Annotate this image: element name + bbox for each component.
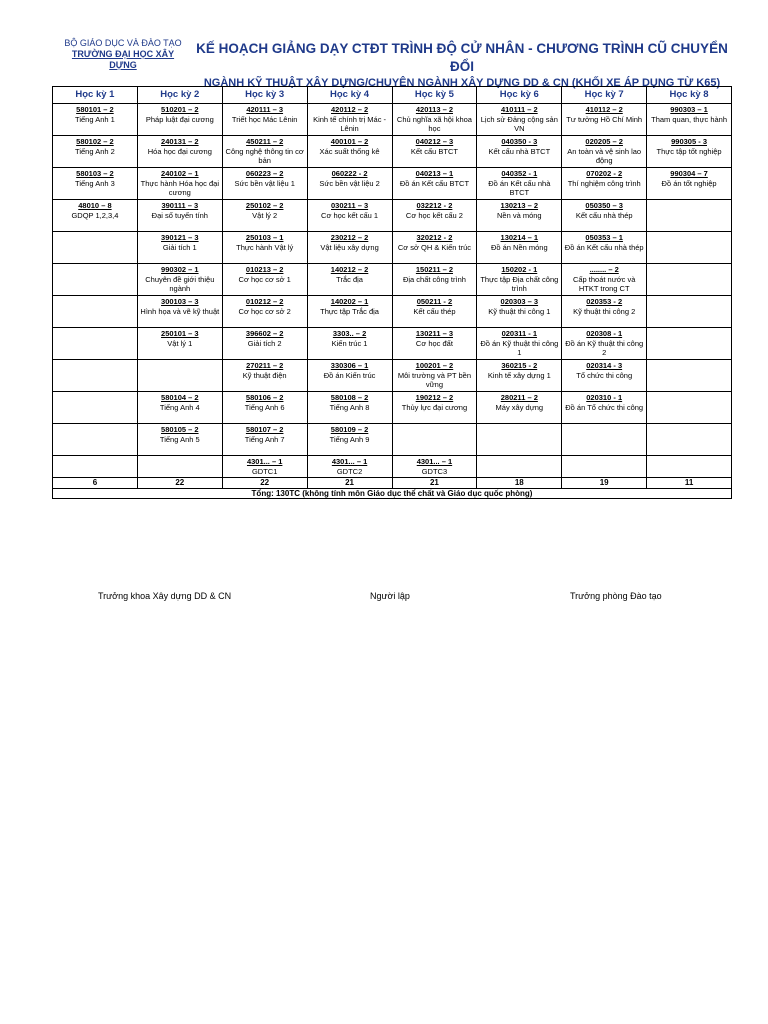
course-code: 280211 – 2 bbox=[500, 393, 538, 402]
course-name: Đại số tuyến tính bbox=[151, 210, 208, 220]
course-name: Cơ học kết cấu 1 bbox=[321, 210, 379, 220]
course-name: Thực tập tốt nghiệp bbox=[656, 146, 722, 156]
course-code: 130211 – 3 bbox=[415, 329, 453, 338]
course-code: 420113 – 2 bbox=[415, 105, 453, 114]
course-code: 320212 - 2 bbox=[416, 233, 453, 242]
semester-header: Học kỳ 7 bbox=[562, 87, 647, 104]
course-cell bbox=[307, 264, 392, 296]
course-code: 990304 – 7 bbox=[670, 169, 708, 178]
course-cell bbox=[562, 232, 647, 264]
course-cell bbox=[222, 104, 307, 136]
course-code: 030211 – 3 bbox=[331, 201, 369, 210]
course-cell bbox=[307, 136, 392, 168]
course-cell bbox=[392, 424, 477, 456]
course-code: 580103 – 2 bbox=[76, 169, 114, 178]
course-name: Đồ án Kết cấu BTCT bbox=[399, 178, 470, 188]
course-code: 48010 – 8 bbox=[78, 201, 112, 210]
course-code: 420112 – 2 bbox=[331, 105, 369, 114]
semester-header: Học kỳ 2 bbox=[137, 87, 222, 104]
course-cell bbox=[562, 424, 647, 456]
course-name: Vật lý 1 bbox=[167, 338, 193, 348]
course-cell bbox=[647, 424, 732, 456]
course-cell bbox=[562, 200, 647, 232]
preparer-signature-label: Người lập bbox=[370, 591, 410, 601]
course-cell bbox=[53, 136, 138, 168]
course-cell bbox=[137, 392, 222, 424]
course-cell bbox=[477, 168, 562, 200]
course-name: Sức bền vật liệu 1 bbox=[234, 178, 295, 188]
course-cell bbox=[222, 456, 307, 478]
course-code: 420111 – 3 bbox=[246, 105, 284, 114]
course-cell bbox=[647, 264, 732, 296]
table-row bbox=[53, 104, 732, 136]
course-name: Hóa học đại cương bbox=[147, 146, 212, 156]
course-cell bbox=[137, 456, 222, 478]
course-name: Tiếng Anh 4 bbox=[159, 402, 200, 412]
course-cell bbox=[53, 168, 138, 200]
course-name: Sức bền vật liệu 2 bbox=[319, 178, 380, 188]
course-code: 060222 - 2 bbox=[331, 169, 368, 178]
course-cell bbox=[307, 392, 392, 424]
course-name: Tiếng Anh 9 bbox=[329, 434, 370, 444]
course-code: 410111 – 2 bbox=[500, 105, 538, 114]
course-name: Thực tập Trắc địa bbox=[320, 306, 379, 316]
course-cell bbox=[307, 232, 392, 264]
course-cell bbox=[137, 136, 222, 168]
course-name: Cơ học kết cấu 2 bbox=[405, 210, 463, 220]
course-name: Đồ án Kỹ thuật thi công 2 bbox=[565, 338, 644, 357]
course-cell bbox=[222, 264, 307, 296]
course-cell bbox=[562, 168, 647, 200]
course-name: Nền và móng bbox=[497, 210, 542, 220]
course-name: Tiếng Anh 8 bbox=[329, 402, 370, 412]
course-code: 020308 - 1 bbox=[586, 329, 623, 338]
course-name: Môi trường và PT bền vững bbox=[397, 370, 472, 389]
course-name: An toàn và vệ sinh lao động bbox=[567, 146, 642, 165]
course-cell bbox=[392, 456, 477, 478]
course-name: Thực tập Địa chất công trình bbox=[480, 274, 559, 293]
course-code: 040352 - 1 bbox=[501, 169, 538, 178]
course-name: Đồ án Kết cấu nhà thép bbox=[564, 242, 644, 252]
course-code: 390111 – 3 bbox=[161, 201, 199, 210]
course-cell bbox=[307, 104, 392, 136]
document-title: KẾ HOẠCH GIẢNG DẠY CTĐT TRÌNH ĐỘ CỬ NHÂN - CHƯƠNG TRÌNH CŨ CHUYỂN ĐỔI bbox=[196, 41, 728, 74]
course-cell bbox=[137, 232, 222, 264]
course-code: 010212 – 2 bbox=[245, 297, 284, 306]
course-cell bbox=[53, 392, 138, 424]
course-cell bbox=[477, 104, 562, 136]
course-cell bbox=[392, 168, 477, 200]
course-name: GDTC3 bbox=[421, 466, 448, 476]
course-code: 580107 – 2 bbox=[245, 425, 284, 434]
course-cell bbox=[53, 296, 138, 328]
course-cell bbox=[222, 200, 307, 232]
course-cell bbox=[562, 136, 647, 168]
teaching-plan-table bbox=[52, 86, 732, 499]
course-code: 4301... – 1 bbox=[331, 457, 368, 466]
course-name: Đồ án tốt nghiệp bbox=[661, 178, 717, 188]
course-name: Tham quan, thực hành bbox=[651, 114, 728, 124]
course-cell bbox=[477, 232, 562, 264]
document-header bbox=[192, 40, 732, 91]
course-code: 240131 – 2 bbox=[161, 137, 199, 146]
table-row bbox=[53, 200, 732, 232]
course-code: 040350 - 3 bbox=[501, 137, 538, 146]
grand-total-row bbox=[53, 488, 732, 499]
course-code: 360215 - 2 bbox=[501, 361, 538, 370]
course-code: 270211 – 2 bbox=[246, 361, 284, 370]
semester-header: Học kỳ 4 bbox=[307, 87, 392, 104]
course-cell bbox=[137, 296, 222, 328]
course-name: Kỹ thuật điện bbox=[242, 370, 287, 380]
course-cell bbox=[222, 360, 307, 392]
course-cell bbox=[477, 136, 562, 168]
course-cell bbox=[222, 328, 307, 360]
institution-header bbox=[58, 38, 188, 71]
course-cell bbox=[137, 168, 222, 200]
course-name: Tiếng Anh 2 bbox=[75, 146, 115, 156]
course-cell bbox=[477, 264, 562, 296]
course-name: Cơ học cơ sở 2 bbox=[238, 306, 291, 316]
course-code: 510201 – 2 bbox=[161, 105, 199, 114]
course-name: Tư tưởng Hồ Chí Minh bbox=[566, 114, 643, 124]
course-cell bbox=[392, 104, 477, 136]
course-code: 250103 – 1 bbox=[245, 233, 284, 242]
course-code: 050350 – 3 bbox=[585, 201, 623, 210]
course-cell bbox=[53, 200, 138, 232]
course-name: Tổ chức thi công bbox=[576, 370, 633, 380]
course-name: Tiếng Anh 5 bbox=[159, 434, 200, 444]
course-cell bbox=[647, 456, 732, 478]
course-cell bbox=[53, 360, 138, 392]
course-name: Cơ học cơ sở 1 bbox=[238, 274, 291, 284]
course-cell bbox=[392, 200, 477, 232]
course-name: Tiếng Anh 7 bbox=[244, 434, 285, 444]
table-row bbox=[53, 264, 732, 296]
course-code: 580108 – 2 bbox=[330, 393, 369, 402]
table-row bbox=[53, 360, 732, 392]
course-code: 020205 – 2 bbox=[585, 137, 623, 146]
course-name: Trắc địa bbox=[336, 274, 363, 284]
course-code: 250102 – 2 bbox=[245, 201, 284, 210]
course-cell bbox=[53, 424, 138, 456]
course-cell bbox=[222, 168, 307, 200]
course-name: Kiến trúc 1 bbox=[331, 338, 368, 348]
course-name: Chuyên đề giới thiệu ngành bbox=[145, 274, 215, 293]
course-code: 040213 – 1 bbox=[415, 169, 454, 178]
course-cell bbox=[477, 424, 562, 456]
course-cell bbox=[222, 296, 307, 328]
course-code: 140202 – 1 bbox=[330, 297, 369, 306]
course-cell bbox=[647, 360, 732, 392]
course-code: 070202 - 2 bbox=[586, 169, 623, 178]
course-cell bbox=[307, 424, 392, 456]
course-code: 100201 – 2 bbox=[415, 361, 454, 370]
course-code: 130214 – 1 bbox=[500, 233, 539, 242]
course-cell bbox=[222, 392, 307, 424]
course-name: Vật liệu xây dựng bbox=[320, 242, 379, 252]
course-cell bbox=[137, 360, 222, 392]
course-cell bbox=[477, 328, 562, 360]
course-name: Đồ án Kiến trúc bbox=[323, 370, 376, 380]
semester-header-row bbox=[53, 87, 732, 104]
course-cell bbox=[222, 424, 307, 456]
course-cell bbox=[307, 296, 392, 328]
course-code: 050211 - 2 bbox=[416, 297, 453, 306]
course-name: Giải tích 2 bbox=[247, 338, 282, 348]
table-row bbox=[53, 392, 732, 424]
course-code: 040212 – 3 bbox=[415, 137, 454, 146]
course-cell bbox=[137, 104, 222, 136]
course-name: Máy xây dựng bbox=[495, 402, 544, 412]
course-cell bbox=[137, 328, 222, 360]
course-cell bbox=[647, 328, 732, 360]
course-name: Đồ án Kỹ thuật thi công 1 bbox=[480, 338, 559, 357]
course-code: 990303 – 1 bbox=[670, 105, 708, 114]
course-cell bbox=[222, 232, 307, 264]
course-cell bbox=[562, 360, 647, 392]
course-cell bbox=[647, 168, 732, 200]
course-cell bbox=[562, 456, 647, 478]
course-name: Pháp luật đại cương bbox=[145, 114, 214, 124]
grand-total-note: Tổng: 130TC (không tính môn Giáo dục thể chất và Giáo dục quốc phòng) bbox=[53, 488, 732, 499]
course-cell bbox=[53, 264, 138, 296]
course-cell bbox=[477, 296, 562, 328]
course-name: Cơ sở QH & Kiến trúc bbox=[397, 242, 472, 252]
course-name: Kết cấu thép bbox=[413, 306, 456, 316]
course-code: 140212 – 2 bbox=[330, 265, 369, 274]
course-name: Thủy lực đại cương bbox=[401, 402, 468, 412]
semester-header: Học kỳ 1 bbox=[53, 87, 138, 104]
course-cell bbox=[53, 232, 138, 264]
semester-credit-total: 19 bbox=[562, 478, 647, 489]
course-cell bbox=[222, 136, 307, 168]
course-code: 150202 - 1 bbox=[501, 265, 538, 274]
course-name: GDQP 1,2,3,4 bbox=[71, 210, 119, 220]
semester-header: Học kỳ 5 bbox=[392, 87, 477, 104]
course-code: 990302 – 1 bbox=[161, 265, 199, 274]
course-code: 240102 – 1 bbox=[161, 169, 199, 178]
course-name: Đồ án Nền móng bbox=[490, 242, 548, 252]
table-row bbox=[53, 424, 732, 456]
course-code: 020353 - 2 bbox=[586, 297, 623, 306]
course-code: 580106 – 2 bbox=[245, 393, 284, 402]
course-name: Thực hành Vật lý bbox=[236, 242, 294, 252]
course-cell bbox=[477, 200, 562, 232]
course-name: Kinh tế xây dựng 1 bbox=[487, 370, 551, 380]
semester-credit-total: 11 bbox=[647, 478, 732, 489]
head-signature-label: Trưởng phòng Đào tạo bbox=[570, 591, 662, 601]
course-code: 450211 – 2 bbox=[246, 137, 284, 146]
course-code: 020310 - 1 bbox=[586, 393, 623, 402]
course-cell bbox=[53, 456, 138, 478]
semester-header: Học kỳ 8 bbox=[647, 87, 732, 104]
ministry-name: BỘ GIÁO DỤC VÀ ĐÀO TẠO bbox=[64, 38, 182, 48]
course-name: Xác suất thống kê bbox=[319, 146, 380, 156]
semester-credit-total: 18 bbox=[477, 478, 562, 489]
course-name: Cấp thoát nước và HTKT trong CT bbox=[572, 274, 636, 293]
course-cell bbox=[53, 328, 138, 360]
course-cell bbox=[307, 360, 392, 392]
course-cell bbox=[392, 392, 477, 424]
dean-signature-label: Trưởng khoa Xây dựng DD & CN bbox=[98, 591, 232, 601]
course-name: Hình họa và vẽ kỹ thuật bbox=[140, 306, 220, 316]
course-code: 4301... – 1 bbox=[416, 457, 453, 466]
course-code: 3303.. – 2 bbox=[332, 329, 367, 338]
course-code: 050353 – 1 bbox=[585, 233, 623, 242]
semester-credit-total: 22 bbox=[137, 478, 222, 489]
course-name: Vật lý 2 bbox=[252, 210, 278, 220]
course-cell bbox=[392, 328, 477, 360]
course-name: Tiếng Anh 1 bbox=[75, 114, 115, 124]
course-code: 250101 – 3 bbox=[161, 329, 199, 338]
course-code: 190212 – 2 bbox=[415, 393, 454, 402]
course-code: 580109 – 2 bbox=[330, 425, 369, 434]
credit-totals-row bbox=[53, 478, 732, 489]
course-name: Chủ nghĩa xã hội khoa học bbox=[396, 114, 472, 133]
course-cell bbox=[477, 360, 562, 392]
course-code: 580104 – 2 bbox=[161, 393, 199, 402]
course-name: Thí nghiệm công trình bbox=[567, 178, 641, 188]
course-name: Địa chất công trình bbox=[402, 274, 466, 284]
table-row bbox=[53, 168, 732, 200]
course-cell bbox=[392, 360, 477, 392]
course-cell bbox=[307, 200, 392, 232]
course-name: Giải tích 1 bbox=[162, 242, 197, 252]
course-name: Cơ học đất bbox=[415, 338, 453, 348]
course-name: Đồ án Kết cấu nhà BTCT bbox=[488, 178, 551, 197]
course-cell bbox=[392, 296, 477, 328]
course-code: 020303 – 3 bbox=[500, 297, 539, 306]
course-code: 4301... – 1 bbox=[246, 457, 283, 466]
course-code: 150211 – 2 bbox=[415, 265, 453, 274]
table-row bbox=[53, 456, 732, 478]
semester-credit-total: 21 bbox=[392, 478, 477, 489]
course-cell bbox=[137, 264, 222, 296]
course-cell bbox=[647, 104, 732, 136]
course-cell bbox=[137, 424, 222, 456]
course-cell bbox=[562, 328, 647, 360]
course-name: Lịch sử Đảng cộng sản VN bbox=[480, 114, 558, 133]
course-code: 390121 – 3 bbox=[161, 233, 199, 242]
course-name: Kết cấu BTCT bbox=[410, 146, 458, 156]
course-code: 396602 – 2 bbox=[245, 329, 284, 338]
course-code: 580105 – 2 bbox=[161, 425, 199, 434]
course-code: 230212 – 2 bbox=[330, 233, 369, 242]
course-name: Triết học Mác Lênin bbox=[231, 114, 298, 124]
course-name: Tiếng Anh 6 bbox=[244, 402, 285, 412]
table-row bbox=[53, 328, 732, 360]
course-code: 010213 – 2 bbox=[245, 265, 284, 274]
course-cell bbox=[562, 296, 647, 328]
course-cell bbox=[392, 232, 477, 264]
course-code: 400101 – 2 bbox=[330, 137, 369, 146]
semester-header: Học kỳ 6 bbox=[477, 87, 562, 104]
course-name: Kinh tế chính trị Mác - Lênin bbox=[313, 114, 387, 133]
table-row bbox=[53, 232, 732, 264]
course-code: 580102 – 2 bbox=[76, 137, 114, 146]
course-name: Kỹ thuật thi công 1 bbox=[488, 306, 551, 316]
course-cell bbox=[477, 392, 562, 424]
school-name: TRƯỜNG ĐẠI HỌC XÂY DỰNG bbox=[71, 49, 175, 70]
course-name: GDTC2 bbox=[336, 466, 363, 476]
semester-credit-total: 21 bbox=[307, 478, 392, 489]
course-cell bbox=[562, 104, 647, 136]
course-code: 330306 – 1 bbox=[330, 361, 369, 370]
semester-header: Học kỳ 3 bbox=[222, 87, 307, 104]
course-code: 990305 - 3 bbox=[671, 137, 707, 146]
course-code: 130213 – 2 bbox=[500, 201, 539, 210]
semester-credit-total: 6 bbox=[53, 478, 138, 489]
course-cell bbox=[647, 392, 732, 424]
course-name: Đồ án Tổ chức thi công bbox=[565, 402, 644, 412]
course-cell bbox=[307, 328, 392, 360]
table-row bbox=[53, 296, 732, 328]
course-cell bbox=[647, 200, 732, 232]
course-name: Thực hành Hóa học đại cương bbox=[140, 178, 220, 197]
course-code: ........ – 2 bbox=[589, 265, 619, 274]
course-name: GDTC1 bbox=[251, 466, 278, 476]
course-cell bbox=[392, 264, 477, 296]
course-code: 020311 - 1 bbox=[501, 329, 538, 338]
course-cell bbox=[647, 296, 732, 328]
course-cell bbox=[647, 136, 732, 168]
course-code: 410112 – 2 bbox=[585, 105, 623, 114]
course-cell bbox=[307, 456, 392, 478]
course-name: Kỹ thuật thi công 2 bbox=[573, 306, 636, 316]
course-name: Tiếng Anh 3 bbox=[75, 178, 115, 188]
course-cell bbox=[562, 392, 647, 424]
course-name: Kết cấu nhà thép bbox=[575, 210, 633, 220]
course-code: 060223 – 2 bbox=[245, 169, 284, 178]
course-grid bbox=[53, 104, 732, 499]
course-code: 032212 - 2 bbox=[416, 201, 453, 210]
course-cell bbox=[392, 136, 477, 168]
course-code: 580101 – 2 bbox=[76, 105, 114, 114]
course-cell bbox=[53, 104, 138, 136]
semester-credit-total: 22 bbox=[222, 478, 307, 489]
course-code: 300103 – 3 bbox=[161, 297, 199, 306]
course-cell bbox=[477, 456, 562, 478]
course-name: Công nghệ thông tin cơ bản bbox=[225, 146, 304, 165]
document-subtitle: NGÀNH KỸ THUẬT XÂY DỰNG/CHUYÊN NGÀNH XÂY DỰNG DD & CN (KHỐI XE ÁP DỤNG TỪ K65) bbox=[203, 77, 721, 89]
table-row bbox=[53, 136, 732, 168]
course-cell bbox=[562, 264, 647, 296]
course-cell bbox=[647, 232, 732, 264]
course-name: Kết cấu nhà BTCT bbox=[488, 146, 551, 156]
course-cell bbox=[307, 168, 392, 200]
course-code: 020314 - 3 bbox=[586, 361, 623, 370]
course-cell bbox=[137, 200, 222, 232]
